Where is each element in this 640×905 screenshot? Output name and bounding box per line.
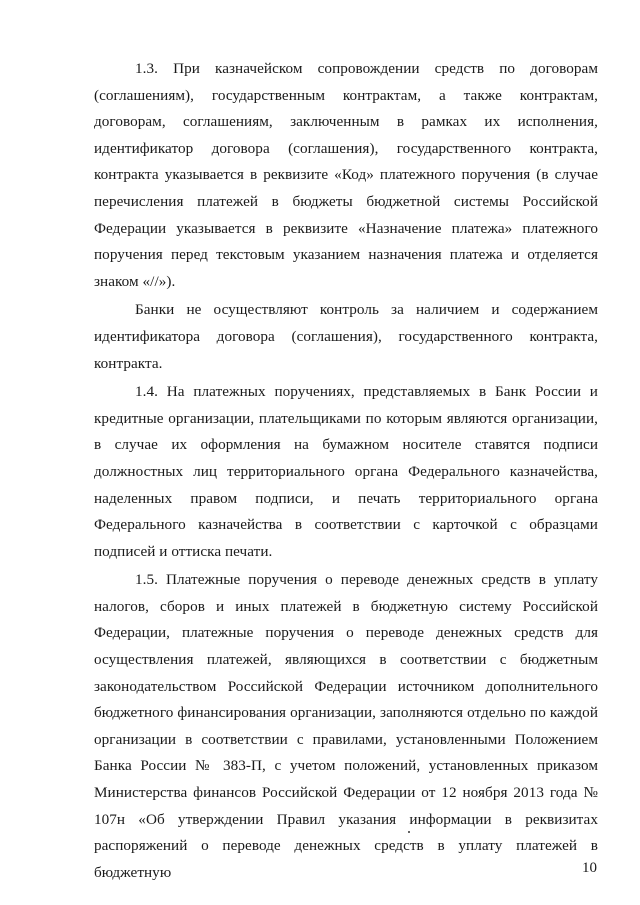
scan-speck	[408, 831, 410, 833]
paragraph-1-5: 1.5. Платежные поручения о переводе денежных средств в уплату налогов, сборов и иных платежей в бюджетную систему Российской Федерации, платежные поручения о переводе денежных средств для осуществления платежей, являющихся в соответствии с бюджетным законодательством Российской Федерации источником дополнительного бюджетного финансирования организации, заполняются отдельно по каждой организации в соответствии с правилами, установленными Положением Банка России № 383-П, с учетом положений, установленных приказом Министерства финансов Российской Федерации от 12 ноября 2013 года № 107н «Об утверждении Правил указания информации в реквизитах распоряжений о переводе денежных средств в уплату платежей в бюджетную	[94, 571, 598, 881]
paragraph-1-3: 1.3. При казначейском сопровождении средств по договорам (соглашениям), государственным контрактам, а также контрактам, договорам, соглашениям, заключенным в рамках их исполнения, идентификатор договора (соглашения), государственного контракта, контракта указывается в реквизите «Код» платежного поручения (в случае перечисления платежей в бюджеты бюджетной системы Российской Федерации указывается в реквизите «Назначение платежа» платежного поручения перед текстовым указанием назначения платежа и отделяется знаком «//»).	[94, 60, 598, 290]
paragraph-banks-control: Банки не осуществляют контроль за наличием и содержанием идентификатора договора (соглашения), государственного контракта, контракта.	[94, 301, 598, 372]
document-body	[94, 56, 598, 886]
paragraph-1-4: 1.4. На платежных поручениях, представляемых в Банк России и кредитные организации, плательщиками по которым являются организации, в случае их оформления на бумажном носителе ставятся подписи должностных лиц территориального органа Федерального казначейства, наделенных правом подписи, и печать территориального органа Федерального казначейства в соответствии с карточкой с образцами подписей и оттиска печати.	[94, 383, 598, 560]
page-number: 10	[582, 860, 597, 876]
